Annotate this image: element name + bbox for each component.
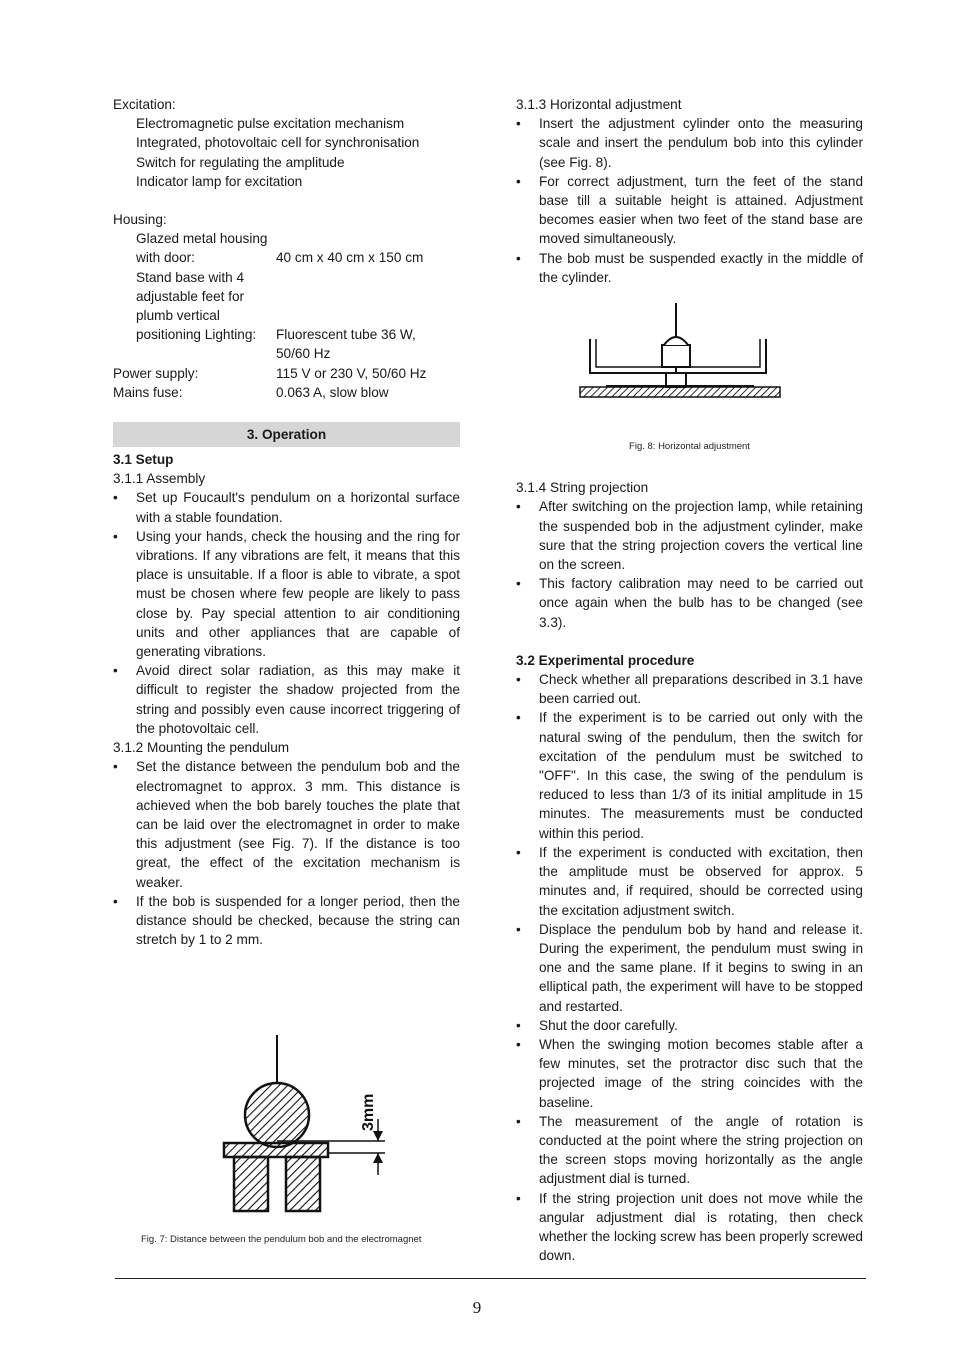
footer-rule [115,1278,866,1279]
section-heading-operation: 3. Operation [113,422,460,447]
spec-key: positioning Lighting: [136,327,257,343]
mounting-heading: 3.1.2 Mounting the pendulum [113,740,290,756]
spec-value: 40 cm x 40 cm x 150 cm [276,250,424,266]
housing-line: Stand base with 4 [136,269,245,285]
housing-line: Glazed metal housing [136,231,268,247]
list-item: • Set up Foucault's pendulum on a horizontal surface with a stable foundation. [113,488,460,526]
list-item: • If the experiment is to be carried out only with the natural swing of the pendulum, then the switch for excitation of the pendulum must be switched to "OFF". In this case, the swing of the pendulum is reduced to less than 1/3 of its initial amplitude in 15 minutes. The measurements must be conducted within this period. [516,708,863,842]
list-item: • If the bob is suspended for a longer period, then the distance should be checked, because the string can stretch by 1 to 2 mm. [113,892,460,950]
list-item: • If the experiment is conducted with excitation, then the amplitude must be observed for approx. 5 minutes and, if required, should be corrected using the excitation adjustment switch. [516,843,863,920]
list-item: • After switching on the projection lamp, while retaining the suspended bob in the adjustment cylinder, make sure that the string projection covers the vertical line on the screen. [516,497,863,574]
spec-key: Mains fuse: [113,384,183,400]
spec-value: 50/60 Hz [276,346,331,362]
list-item: • If the string projection unit does not move while the angular adjustment dial is rotating, then check whether the locking screw has been properly screwed down. [516,1189,863,1266]
excitation-item: Switch for regulating the amplitude [136,154,345,170]
list-item: • For correct adjustment, turn the feet of the stand base till a suitable height is attained. Adjustment becomes easier when two feet of the stand base are moved simultaneously. [516,172,863,249]
spec-key: with door: [136,250,195,266]
excitation-item: Electromagnetic pulse excitation mechanism [136,116,405,132]
fig7-caption: Fig. 7: Distance between the pendulum bob and the electromagnet [141,1234,422,1245]
housing-line: adjustable feet for [136,288,245,304]
mounting-list [113,757,460,949]
spec-key: Power supply: [113,365,199,381]
horizontal-list [516,114,863,287]
figure-7-bob-distance [210,1035,400,1215]
lighting-row [113,325,460,344]
list-item: • Set the distance between the pendulum bob and the electromagnet to approx. 3 mm. This distance is achieved when the bob barely touches the plate that can be laid over the electromagnet in order to make this adjustment (see Fig. 7). If the distance is too great, the effect of the excitation mechanism is weaker. [113,757,460,891]
fig8-caption: Fig. 8: Horizontal adjustment [629,441,750,453]
string-heading: 3.1.4 String projection [516,480,649,496]
fig7-dimension-label: 3mm [360,1093,377,1131]
page-number: 9 [472,1298,482,1317]
procedure-heading: 3.2 Experimental procedure [516,652,695,668]
string-list [516,497,863,631]
housing-line: plumb vertical [136,308,220,324]
excitation-item: Indicator lamp for excitation [136,173,303,189]
spec-value: 0.063 A, slow blow [276,384,389,400]
list-item: • Insert the adjustment cylinder onto the measuring scale and insert the pendulum bob into this cylinder (see Fig. 8). [516,114,863,172]
list-item: • Check whether all preparations described in 3.1 have been carried out. [516,670,863,708]
assembly-heading: 3.1.1 Assembly [113,471,206,487]
housing-dimensions-row [113,248,460,267]
mains-fuse-row [113,383,460,402]
figure-8-horizontal-adjustment [516,287,863,461]
list-item: • This factory calibration may need to be carried out once again when the bulb has to be changed (see 3.3). [516,574,863,632]
list-item: • Shut the door carefully. [516,1016,863,1035]
assembly-list [113,488,460,738]
power-supply-row [113,364,460,383]
list-item: • Displace the pendulum bob by hand and release it. During the experiment, the pendulum must swing in one and the same plane. If it begins to swing in an elliptical path, the experiment will have to be stopped and restarted. [516,920,863,1016]
horizontal-heading: 3.1.3 Horizontal adjustment [516,97,682,112]
housing-label: Housing: [113,212,167,228]
spec-value: 115 V or 230 V, 50/60 Hz [276,365,427,381]
list-item: • The measurement of the angle of rotation is conducted at the point where the string projection on the screen stops moving horizontally as the angle adjustment dial is turned. [516,1112,863,1189]
procedure-list [516,670,863,1265]
left-column [113,95,460,949]
list-item: • Avoid direct solar radiation, as this may make it difficult to register the shadow projected from the string and possibly even cause incorrect triggering of the photovoltaic cell. [113,661,460,738]
excitation-label: Excitation: [113,97,176,112]
spec-value: Fluorescent tube 36 W, [276,327,416,343]
lighting-row-cont [113,344,460,363]
list-item: • When the swinging motion becomes stable after a few minutes, set the protractor disc such that the projected image of the string coincides with the baseline. [516,1035,863,1112]
excitation-item: Integrated, photovoltaic cell for synchronisation [136,135,420,151]
setup-heading: 3.1 Setup [113,452,174,468]
right-column [516,95,863,1265]
list-item: • Using your hands, check the housing and the ring for vibrations. If any vibrations are felt, it means that this place is unsuitable. If a floor is able to vibrate, a spot must be chosen where few people are likely to pass close by. Pay special attention to air conditioning units and other appliances that are capable of generating vibrations. [113,527,460,661]
list-item: • The bob must be suspended exactly in the middle of the cylinder. [516,249,863,287]
